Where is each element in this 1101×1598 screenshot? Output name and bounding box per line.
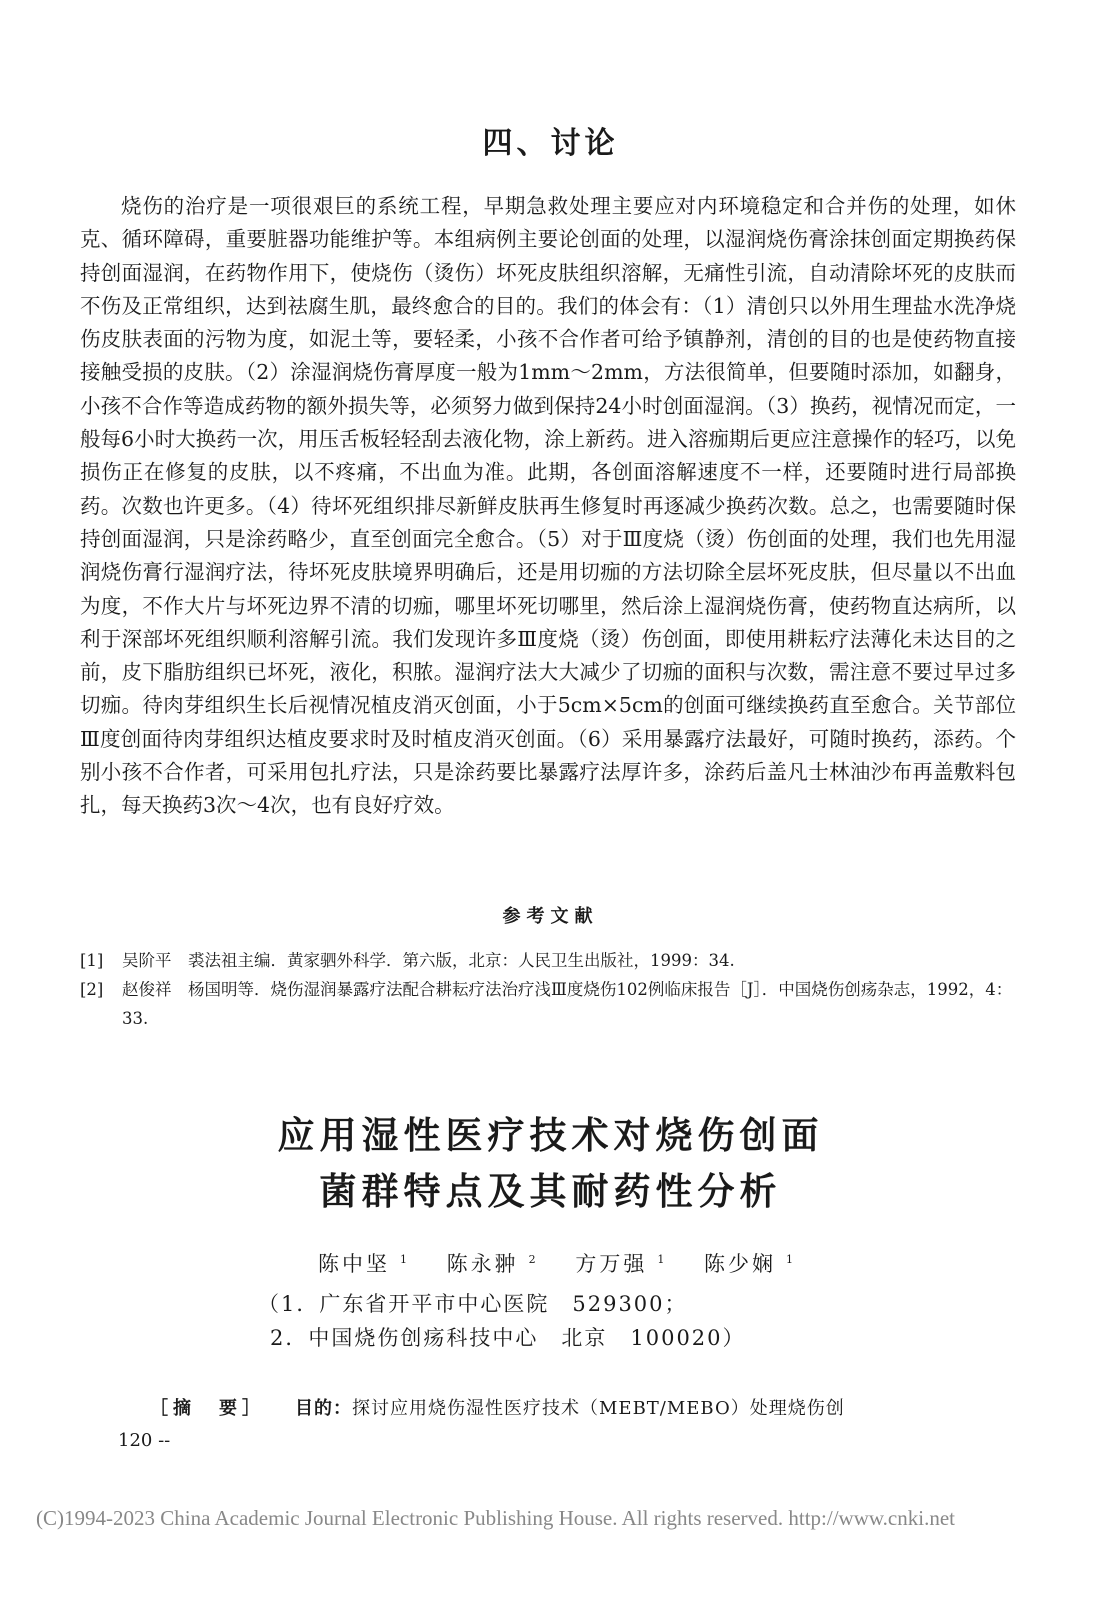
reference-item bbox=[80, 975, 1016, 1033]
abstract-label: ［摘 要］ bbox=[150, 1398, 265, 1419]
author-name: 陈中坚 bbox=[317, 1252, 390, 1276]
author-affiliation-mark: 1 bbox=[399, 1253, 407, 1266]
abstract-text: 探讨应用烧伤湿性医疗技术（MEBT/MEBO）处理烧伤创 bbox=[352, 1398, 845, 1419]
reference-number: [1] bbox=[80, 951, 104, 970]
abstract bbox=[150, 1394, 1020, 1420]
affiliation-2: 2．中国烧伤创疡科技中心 北京 100020） bbox=[270, 1326, 746, 1350]
affiliation-1: （1．广东省开平市中心医院 529300； bbox=[258, 1292, 688, 1316]
author-affiliation-mark: 1 bbox=[657, 1253, 665, 1266]
article-title-line1: 应用湿性医疗技术对烧伤创面 bbox=[277, 1114, 824, 1157]
author-name: 陈少娴 bbox=[704, 1252, 777, 1276]
page-number: 120 -- bbox=[118, 1430, 171, 1451]
author bbox=[437, 1252, 536, 1276]
copyright-footer: (C)1994-2023 China Academic Journal Electronic Publishing House. All rights reserved. http://www.cnki.net bbox=[36, 1506, 955, 1530]
author-list bbox=[0, 1248, 1101, 1278]
author bbox=[308, 1252, 407, 1276]
reference-item bbox=[80, 946, 1016, 975]
reference-number: [2] bbox=[80, 980, 104, 999]
discussion-paragraph: 烧伤的治疗是一项很艰巨的系统工程，早期急救处理主要应对内环境稳定和合并伤的处理，如休克、循环障碍，重要脏器功能维护等。本组病例主要论创面的处理，以湿润烧伤膏涂抹创面定期换药保持创面湿润，在药物作用下，使烧伤（烫伤）坏死皮肤组织溶解，无痛性引流，自动清除坏死的皮肤而不伤及正常组织，达到祛腐生肌，最终愈合的目的。我们的体会有：（1）清创只以外用生理盐水洗净烧伤皮肤表面的污物为度，如泥土等，要轻柔，小孩不合作者可给予镇静剂，清创的目的也是使药物直接接触受损的皮肤。（2）涂湿润烧伤膏厚度一般为1mm～2mm，方法很简单，但要随时添加，如翻身，小孩不合作等造成药物的额外损失等，必须努力做到保持24小时创面湿润。（3）换药，视情况而定，一般每6小时大换药一次，用压舌板轻轻刮去液化物，涂上新药。进入溶痂期后更应注意操作的轻巧，以免损伤正在修复的皮肤，以不疼痛，不出血为准。此期，各创面溶解速度不一样，还要随时进行局部换药。次数也许更多。（4）待坏死组织排尽新鲜皮肤再生修复时再逐减少换药次数。总之，也需要随时保持创面湿润，只是涂药略少，直至创面完全愈合。（5）对于Ⅲ度烧（烫）伤创面的处理，我们也先用湿润烧伤膏行湿润疗法，待坏死皮肤境界明确后，还是用切痂的方法切除全层坏死皮肤，但尽量以不出血为度，不作大片与坏死边界不清的切痂，哪里坏死切哪里，然后涂上湿润烧伤膏，使药物直达病所，以利于深部坏死组织顺利溶解引流。我们发现许多Ⅲ度烧（烫）伤创面，即使用耕耘疗法薄化未达目的之前，皮下脂肪组织已坏死，液化，积脓。湿润疗法大大减少了切痂的面积与次数，需注意不要过早过多切痂。待肉芽组织生长后视情况植皮消灭创面，小于5cm×5cm的创面可继续换药直至愈合。关节部位Ⅲ度创面待肉芽组织达植皮要求时及时植皮消灭创面。（6）采用暴露疗法最好，可随时换药，添药。个别小孩不合作者，可采用包扎疗法，只是涂药要比暴露疗法厚许多，涂药后盖凡士林油沙布再盖敷料包扎，每天换药3次～4次，也有良好疗效。 bbox=[80, 194, 1016, 818]
abstract-aim-label: 目的： bbox=[295, 1398, 352, 1419]
author bbox=[694, 1252, 793, 1276]
reference-text: 赵俊祥 杨国明等．烧伤湿润暴露疗法配合耕耘疗法治疗浅Ⅲ度烧伤102例临床报告［J］．中国烧伤创疡杂志，1992，4：33. bbox=[122, 980, 1013, 1028]
section-heading: 四、讨论 bbox=[482, 126, 619, 161]
author-affiliation-mark: 1 bbox=[786, 1253, 794, 1266]
author-name: 方万强 bbox=[575, 1252, 648, 1276]
article-title-line2: 菌群特点及其耐药性分析 bbox=[319, 1170, 782, 1213]
references-title: 参考文献 bbox=[502, 906, 599, 927]
article-title bbox=[0, 1108, 1101, 1220]
reference-text: 吴阶平 裘法祖主编．黄家驷外科学．第六版，北京：人民卫生出版社，1999：34. bbox=[122, 951, 735, 970]
author bbox=[565, 1252, 664, 1276]
author-affiliation-mark: 2 bbox=[528, 1253, 536, 1266]
author-name: 陈永翀 bbox=[446, 1252, 519, 1276]
references-list bbox=[80, 946, 1016, 1033]
